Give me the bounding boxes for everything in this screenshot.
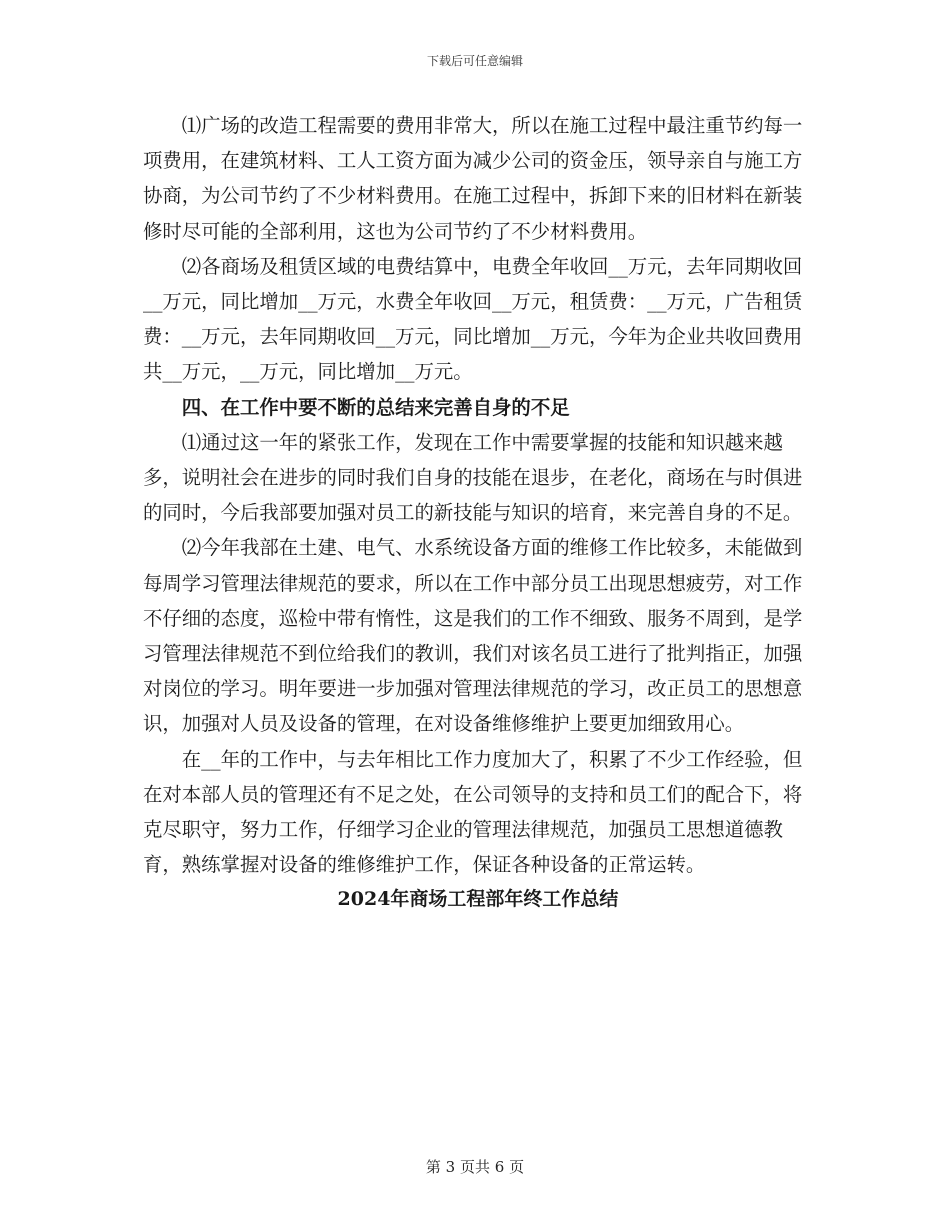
paragraph-expense-saving: ⑴广场的改造工程需要的费用非常大，所以在施工过程中最注重节约每一项费用，在建筑材料、工人工资方面为减少公司的资金压，领导亲自与施工方协商，为公司节约了不少材料费用。在施工过程中，拆卸下来的旧材料在新装修时尽可能的全部利用，这也为公司节约了不少材料费用。 (143, 114, 803, 243)
page-number-footer: 第 3 页共 6 页 (425, 1158, 525, 1176)
page-header-note: 下载后可任意编辑 (426, 54, 523, 68)
paragraph-year-summary: 在__年的工作中，与去年相比工作力度加大了，积累了不少工作经验，但在对本部人员的管理还有不足之处，在公司领导的支持和员工们的配合下，将克尽职守，努力工作，仔细学习企业的管理法律规范，加强员工思想道德教育，熟练掌握对设备的维修维护工作，保证各种设备的正常运转。 (143, 747, 803, 877)
document-body (143, 108, 813, 918)
paragraph-skills-training: ⑴通过这一年的紧张工作，发现在工作中需要掌握的技能和知识越来越多，说明社会在进步的同时我们自身的技能在退步，在老化，商场在与时俱进的同时，今后我部要加强对员工的新技能与知识的培育，来完善自身的不足。 (143, 430, 803, 525)
section-heading-four: 四、在工作中要不断的总结来完善自身的不足 (181, 395, 570, 419)
document-title: 2024年商场工程部年终工作总结 (337, 888, 619, 911)
paragraph-maintenance-lessons: ⑵今年我部在土建、电气、水系统设备方面的维修工作比较多，未能做到每周学习管理法律规范的要求，所以在工作中部分员工出现思想疲劳，对工作不仔细的态度，巡检中带有惰性，这是我们的工作不细致、服务不周到，是学习管理法律规范不到位给我们的教训，我们对该名员工进行了批判指正，加强对岗位的学习。明年要进一步加强对管理法律规范的学习，改正员工的思想意识，加强对人员及设备的管理，在对设备维修维护上要更加细致用心。 (143, 536, 803, 736)
paragraph-fee-collection: ⑵各商场及租赁区域的电费结算中，电费全年收回__万元，去年同期收回__万元，同比增加__万元，水费全年收回__万元，租赁费：__万元，广告租赁费：__万元，去年同期收回__万元，同比增加__万元，今年为企业共收回费用共__万元，__万元，同比增加__万元。 (143, 254, 803, 384)
